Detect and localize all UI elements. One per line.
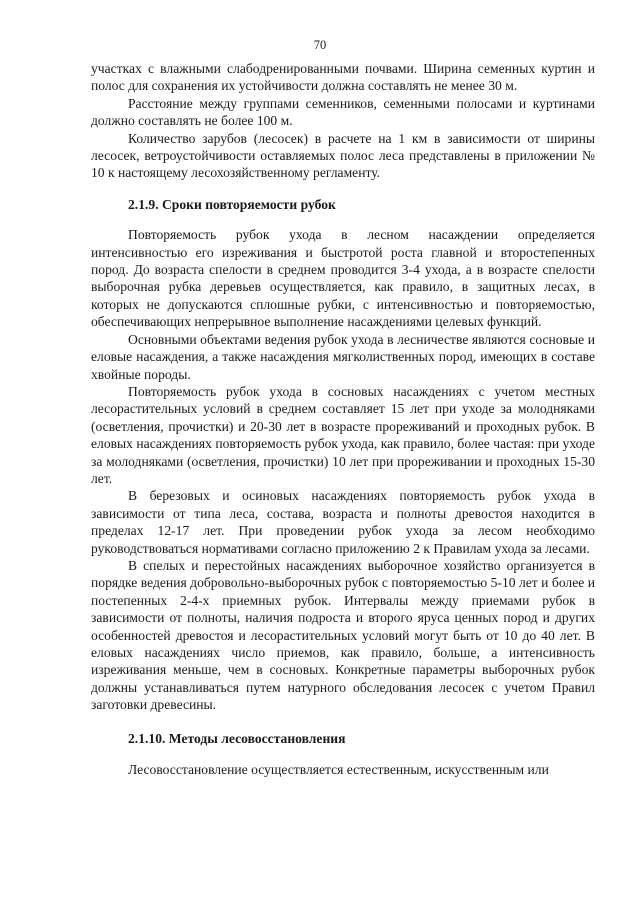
page-body — [91, 60, 595, 778]
paragraph-reforestation-intro: Лесовосстановление осуществляется естественным, искусственным или — [128, 762, 549, 778]
section-heading-reforestation-methods: 2.1.10. Методы лесовосстановления — [128, 730, 346, 746]
paragraph-thinning-frequency-intro: Повторяемость рубок ухода в лесном насаждении определяется интенсивностью его изреживания и быстротой роста главной и второстепенных пород. До возраста спелости в среднем проводится 3-4 ухода, а в возрасте спелости выборочная рубка деревьев осуществляется, как правило, в защитных лесах, в которых не допускаются сплошные рубки, с интенсивностью и повторяемостью, обеспечивающих непрерывное выполнение насаждениями целевых функций. — [91, 227, 595, 330]
paragraph-selective-cutting: В спелых и перестойных насаждениях выборочное хозяйство организуется в порядке ведения добровольно-выборочных рубок с повторяемостью 5-10 лет и более и постепенных 2-4-х приемных рубок. Интервалы между приемами рубок в зависимости от полноты, наличия подроста и второго яруса ценных пород и других особенностей древостоя и лесорастительных условий могут быть от 10 до 40 лет. В еловых насаждениях число приемов, как правило, больше, а интенсивность изреживания меньше, чем в сосновых. Конкретные параметры выборочных рубок должны устанавливаться путем натурного обследования лесосек с учетом Правил заготовки древесины. — [91, 557, 595, 713]
paragraph-cutting-areas-count: Количество зарубов (лесосек) в расчете на 1 км в зависимости от ширины лесосек, ветроустойчивости оставляемых полос леса представлены в приложении № 10 к настоящему лесохозяйственному регламенту. — [91, 130, 595, 181]
paragraph-seed-groups-distance: Расстояние между группами семенников, семенными полосами и куртинами должно составлять не более 100 м. — [91, 95, 595, 129]
paragraph-main-objects: Основными объектами ведения рубок ухода в лесничестве являются сосновые и еловые насаждения, а также насаждения мягколиственных пород, имеющих в составе хвойные породы. — [91, 331, 595, 382]
paragraph-birch-aspen-frequency: В березовых и осиновых насаждениях повторяемость рубок ухода в зависимости от типа леса, состава, возраста и полноты древостоя находится в пределах 12-17 лет. При проведении рубок ухода за лесом необходимо руководствоваться нормативами согласно приложению 2 к Правилам ухода за лесами. — [91, 488, 595, 556]
section-heading-thinning-frequency: 2.1.9. Сроки повторяемости рубок — [128, 196, 336, 212]
paragraph-seed-clumps-width: участках с влажными слабодренированными почвами. Ширина семенных куртин и полос для сохранения их устойчивости должна составлять не менее 30 м. — [91, 61, 595, 94]
page-number: 70 — [313, 38, 327, 52]
paragraph-pine-spruce-frequency: Повторяемость рубок ухода в сосновых насаждениях с учетом местных лесорастительных условий в среднем составляет 15 лет при уходе за молодняками (осветления, прочистки) и 20-30 лет в возрасте прореживаний и проходных рубок. В еловых насаждениях повторяемость рубок ухода, как правило, более частая: при уходе за молодняками (осветления, прочистки) 10 лет при прореживании и проходных 15-30 лет. — [91, 383, 595, 486]
